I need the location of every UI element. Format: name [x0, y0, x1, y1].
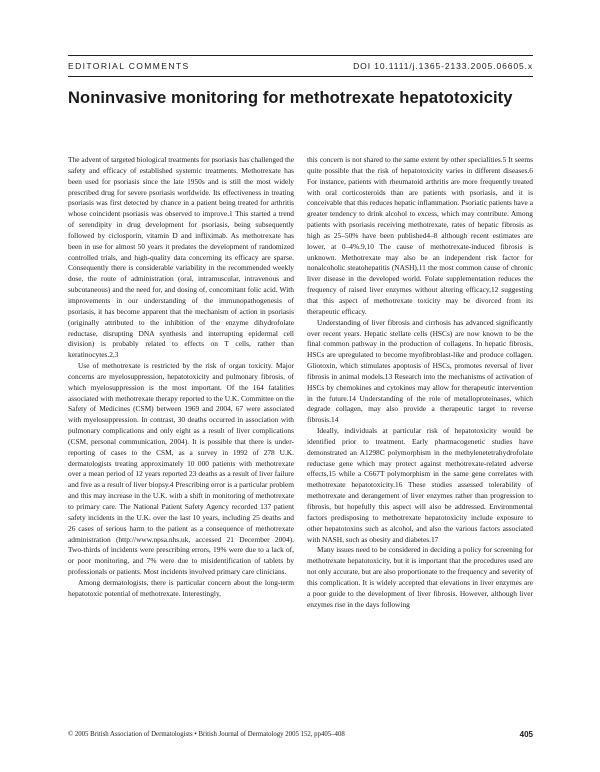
page-footer — [68, 731, 533, 738]
section-kicker: EDITORIAL COMMENTS — [68, 61, 190, 71]
paragraph: Understanding of liver fibrosis and cirrhosis has advanced significantly over recent years. Hepatic stellate cells (HSCs) are now known to be the final common pathway in the production of collagens. In hepatic fibrosis, HSCs are upregulated to become myofibroblast-like and produce collagen. Gliotoxin, which stimulates apoptosis of HSCs, promotes reversal of liver fibrosis in animal models.13 Research into the mechanisms of activation of HSCs by chemokines and cytokines may allow for therapeutic intervention in the future.14 Understanding of the role of metalloproteinases, which degrade collagen, may also provide a therapeutic target to reverse fibrosis.14 — [307, 317, 533, 425]
doi-identifier: DOI 10.1111/j.1365-2133.2005.06605.x — [353, 61, 533, 71]
paragraph: this concern is not shared to the same extent by other specialities.5 It seems quite possible that the risk of hepatotoxicity varies in different diseases.6 For instance, patients with rheumatoid arthritis are more frequently treated with oral corticosteroids than are patients with psoriasis, and it is conceivable that this reduces hepatic inflammation. Psoriatic patients have a greater tendency to drink alcohol to excess, which may contribute. Among patients with psoriasis receiving methotrexate, rates of hepatic fibrosis as high as 25–50% have been published4–8 although recent estimates are lower, at 0–4%.9,10 The cause of methotrexate-induced fibrosis is unknown. Methotrexate may also be an independent risk factor for nonalcoholic steatohepatitis (NASH),11 the most common cause of chronic liver disease in the developed world. Folate supplementation reduces the frequency of raised liver enzymes without altering efficacy,12 suggesting that this aspect of methotrexate toxicity may be divorced from its therapeutic efficacy. — [307, 155, 533, 316]
paragraph: The advent of targeted biological treatments for psoriasis has challenged the safety and efficacy of established systemic treatments. Methotrexate has been used for psoriasis since the late 1950s and is still the most widely prescribed drug for severe psoriasis worldwide. Its effectiveness in treating psoriasis was first detected by chance in a patient being treated for arthritis whose coincident psoriasis was observed to improve.1 This started a trend of serendipity in drug development for psoriasis, being subsequently followed by ciclosporin, vitamin D and infliximab. As methotrexate has been in use for almost 50 years it predates the development of randomized controlled trials, and high-quality data concerning its efficacy are sparse. Consequently there is considerable variability in the recommended weekly dose, the route of administration (oral, intramuscular, intravenous and subcutaneous) and the need for, and dosing of, concomitant folic acid. With improvements in our understanding of the immunopathogenesis of psoriasis, it has become apparent that the mechanism of action in psoriasis (originally attributed to the inhibition of the enzyme dihydrofolate reductase, disrupting DNA synthesis and interrupting epidermal cell division) is probably related to effects on T cells, rather than keratinocytes.2,3 — [68, 155, 294, 360]
paragraph: Use of methotrexate is restricted by the risk of organ toxicity. Major concerns are myelosuppression, hepatotoxicity and pulmonary fibrosis, of which myelosuppression is the most important. Of the 164 fatalities associated with methotrexate therapy reported to the U.K. Committee on the Safety of Medicines (CSM) between 1969 and 2004, 67 were associated with myelosuppression. In contrast, 30 deaths occurred in association with pulmonary complications and only eight as a result of liver complications (CSM, personal communication, 2004). It is possible that there is under-reporting of cases to the CSM, as a survey in 1992 of 278 U.K. dermatologists treating approximately 10 000 patients with methotrexate over a mean period of 12 years reported 23 deaths as a result of liver failure and five as a result of liver biopsy.4 Prescribing error is a particular problem and this may increase in the U.K. with a shift in monitoring of methotrexate to primary care. The National Patient Safety Agency recorded 137 patient safety incidents in the U.K. over the last 10 years, including 25 deaths and 26 cases of serious harm to the patient as a consequence of methotrexate administration (http://www.npsa.nhs.uk, accessed 21 December 2004). Two-thirds of incidents were prescribing errors, 19% were due to a lack of, or poor monitoring, and 7% were due to misidentification of tablets by professionals or patients. Most incidents involved primary care clinicians. — [68, 361, 294, 577]
header-top-rule — [68, 55, 533, 56]
header-bottom-rule — [68, 76, 533, 77]
paragraph: Among dermatologists, there is particular concern about the long-term hepatotoxic potential of methotrexate. Interestingly, — [68, 577, 294, 598]
running-header — [68, 55, 533, 79]
body-column-right — [307, 155, 533, 610]
article-title: Noninvasive monitoring for methotrexate hepatotoxicity — [68, 89, 513, 108]
paragraph: Many issues need to be considered in deciding a policy for screening for methotrexate hepatotoxicity, but it is important that the procedures used are not only accurate, but are also proportionate to the frequency and severity of this complication. It is widely accepted that elevations in liver enzymes are a poor guide to the development of liver fibrosis. However, although liver enzymes rise in the days following — [307, 545, 533, 609]
page-number: 405 — [519, 730, 533, 739]
footer-citation: © 2005 British Association of Dermatologists • British Journal of Dermatology 2005 152, pp405–408 — [68, 731, 345, 738]
paragraph: Ideally, individuals at particular risk of hepatotoxicity would be identified prior to treatment. Early pharmacogenetic studies have demonstrated an A1298C polymorphism in the methylenetetrahydrofolate reductase gene which may protect against methotrexate-related adverse effects,15 while a C667T polymorphism in the same gene correlates with methotrexate hepatotoxicity.16 These studies assessed tolerability of methotrexate and derangement of liver enzymes rather than progression to fibrosis, but hopefully this aspect will also be addressed. Environmental factors predisposing to methotrexate hepatotoxicity include exposure to other hepatotoxins such as alcohol, and also the various factors associated with NASH, such as obesity and diabetes.17 — [307, 426, 533, 544]
body-column-left — [68, 155, 294, 600]
